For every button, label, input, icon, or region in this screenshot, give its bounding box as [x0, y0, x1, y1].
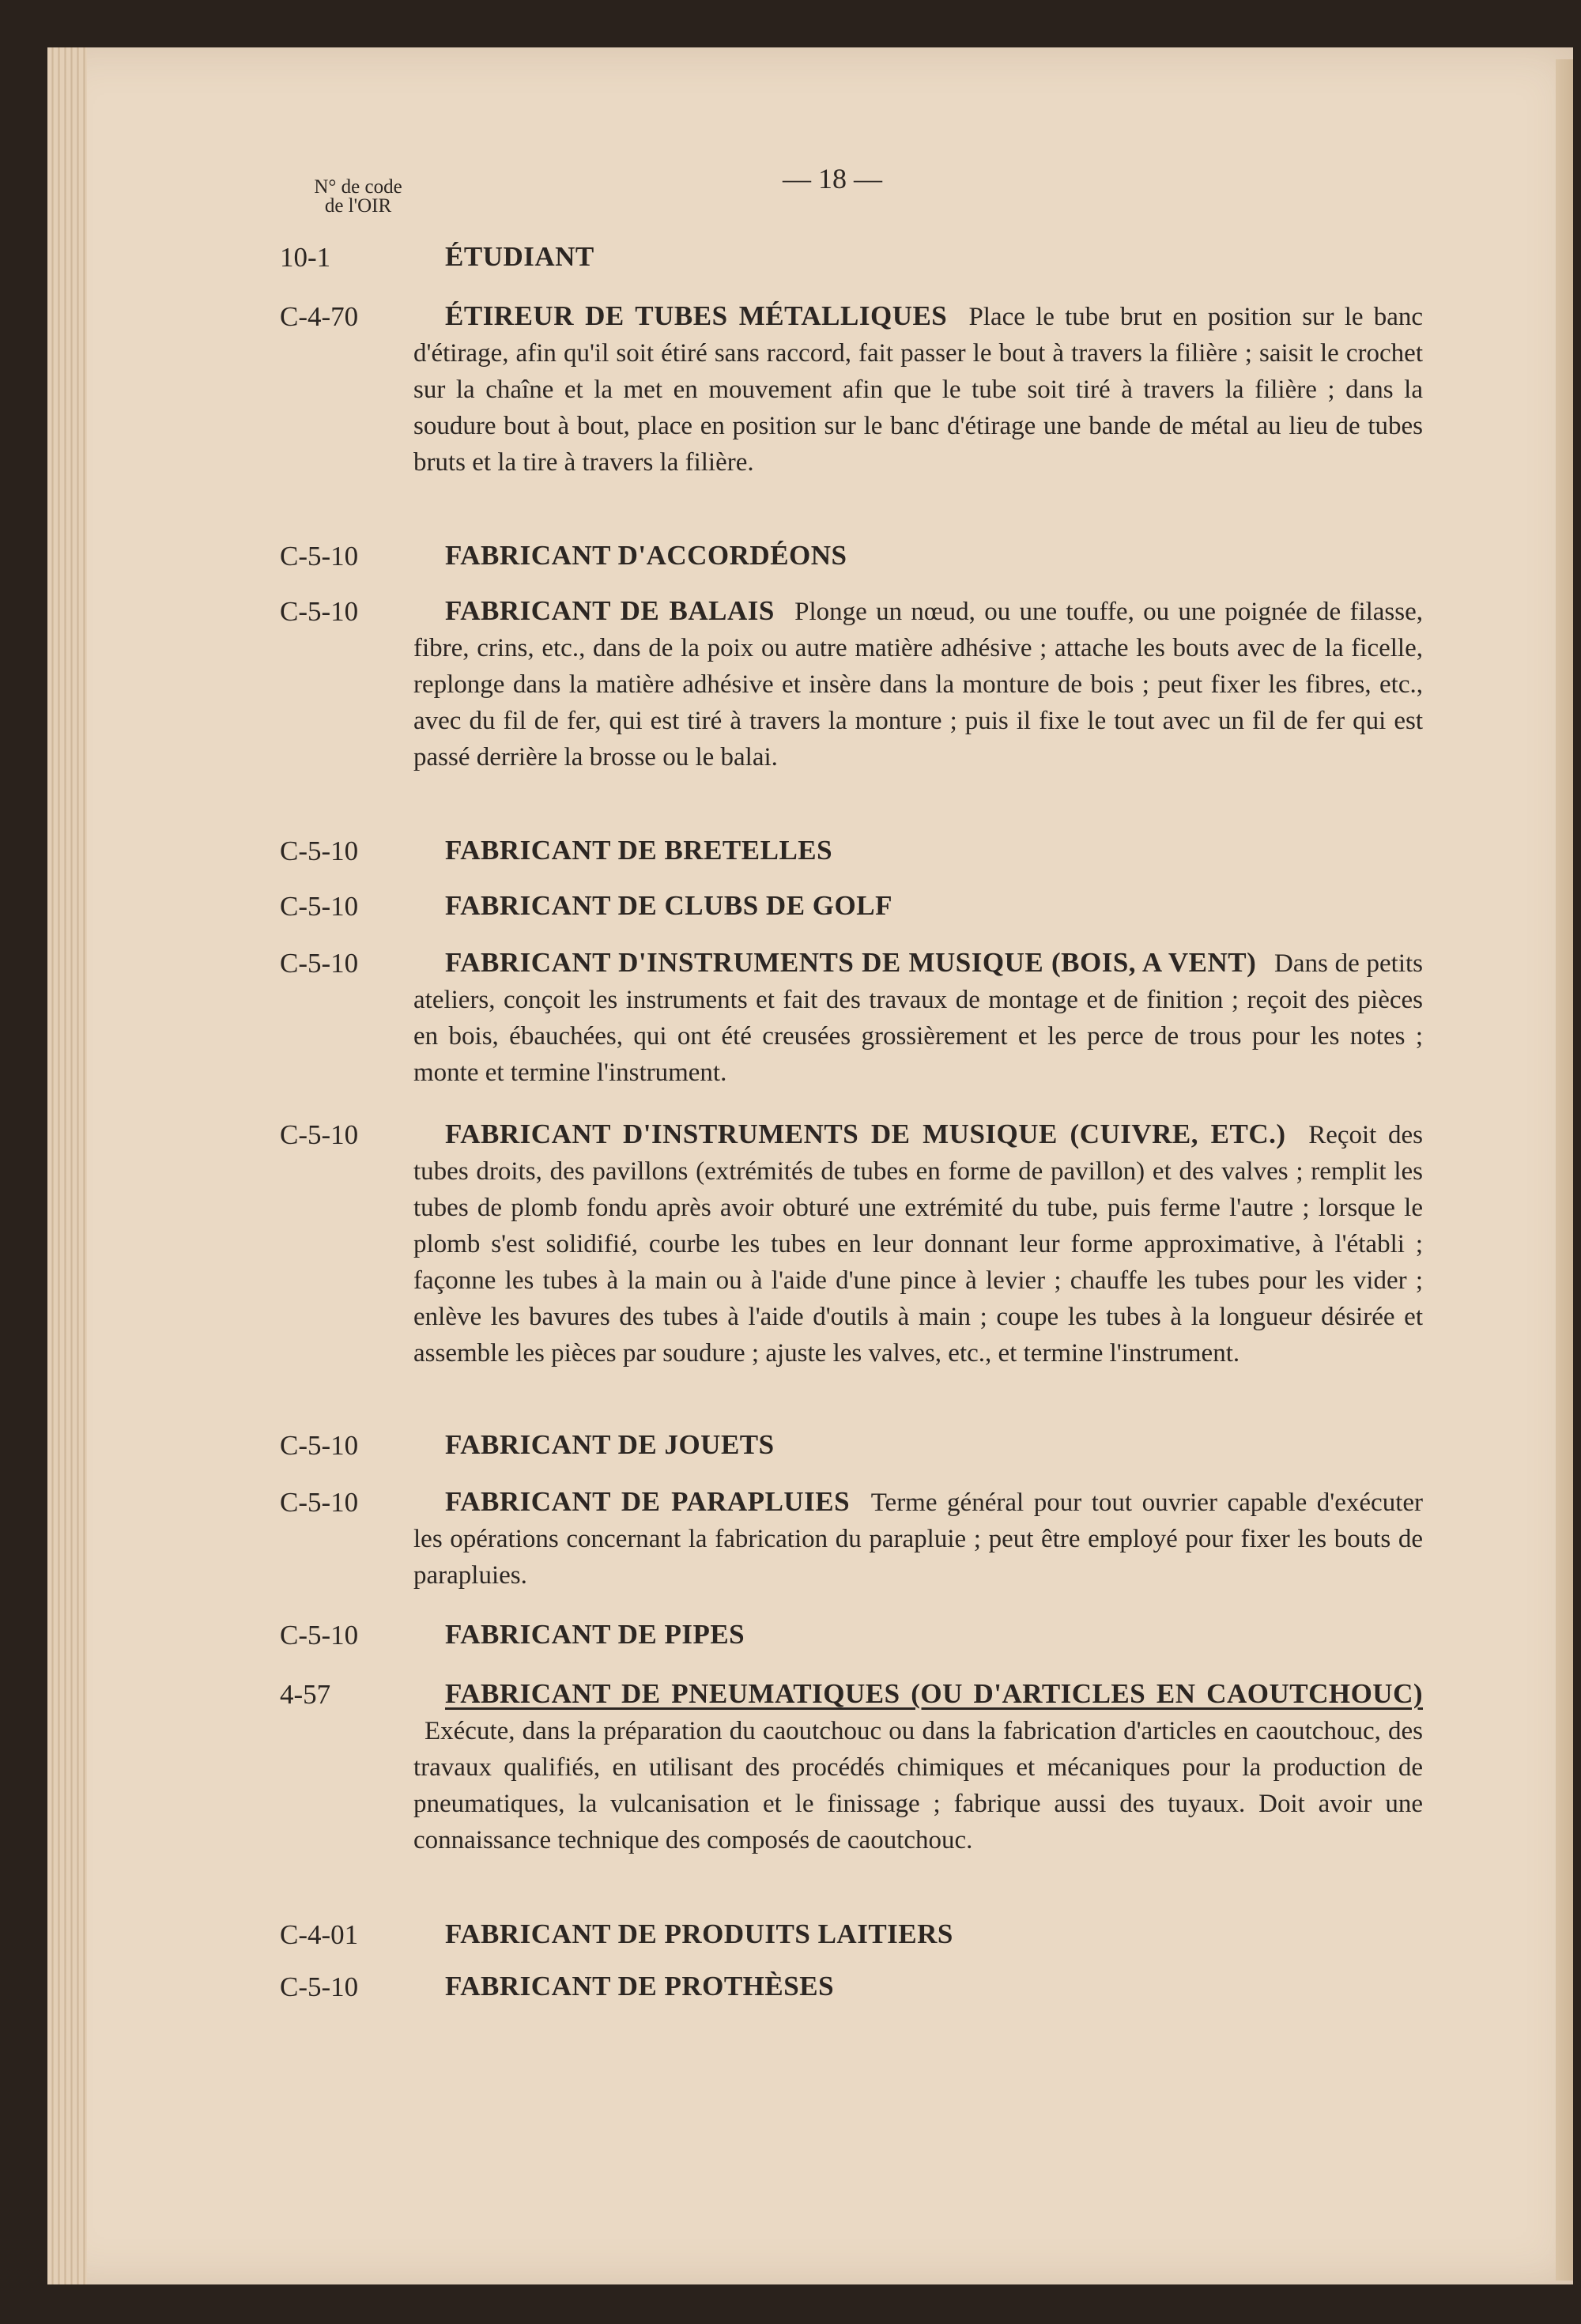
entry-title: FABRICANT D'INSTRUMENTS DE MUSIQUE (CUIVRE, ETC.)	[445, 1119, 1286, 1149]
entry-description: Plonge un nœud, ou une touffe, ou une poignée de filasse, fibre, crins, etc., dans de la poix ou autre matière adhésive ; attache les bouts avec de la ficelle, replonge dans la matière adhésive et insère dans la monture de bois ; peut fixer les fibres, etc., avec du fil de fer, qui est tiré à travers la monture ; puis il fixe le tout avec un fil de fer qui est passé derrière la brosse ou le balai.	[413, 598, 1424, 772]
entry-code: C-5-10	[280, 1620, 359, 1651]
entry-content	[413, 1968, 1423, 2005]
entry-title: FABRICANT DE PIPES	[445, 1619, 745, 1650]
entry-code: C-5-10	[280, 541, 359, 572]
code-header-line-2: de l'OIR	[324, 195, 392, 217]
next-page-edge	[1556, 59, 1573, 2281]
entry-code: C-5-10	[280, 1487, 359, 1518]
entry-title: ÉTIREUR DE TUBES MÉTALLIQUES	[445, 300, 948, 331]
entry-code: 4-57	[280, 1679, 331, 1710]
entry-code: 10-1	[280, 242, 331, 273]
entry-title: ÉTUDIANT	[445, 241, 594, 272]
code-column-header	[287, 178, 429, 216]
entry-content	[413, 538, 1423, 575]
entry-code: C-5-10	[280, 1430, 359, 1461]
entry-title: FABRICANT DE PARAPLUIES	[445, 1486, 851, 1517]
page-number: — 18 —	[783, 163, 882, 194]
code-header-line-1: N° de code	[314, 176, 402, 198]
entry-content	[413, 1676, 1423, 1858]
page-stack-edge	[47, 47, 87, 2284]
entry-title: FABRICANT DE BALAIS	[445, 595, 775, 626]
entry-content	[413, 832, 1423, 870]
entry-code: C-5-10	[280, 891, 359, 922]
entry-title: FABRICANT DE PROTHÈSES	[445, 1971, 835, 2001]
entry-content	[413, 1116, 1423, 1371]
entry-content	[413, 298, 1423, 481]
entry-description: Exécute, dans la préparation du caoutchouc ou dans la fabrication d'articles en caoutchouc, des travaux qualifiés, en utilisant des procédés chimiques et mécaniques pour la production de pneumatiques, la vulcanisation et le finissage ; fabrique aussi des tuyaux. Doit avoir une connaissance technique des composés de caoutchouc.	[413, 1717, 1423, 1854]
entry-content	[413, 1617, 1423, 1654]
entry-description: Terme général pour tout ouvrier capable d'exécuter les opérations concernant la fabrication du parapluie ; peut être employé pour fixer les bouts de parapluies.	[413, 1488, 1424, 1590]
entry-description: Place le tube brut en position sur le banc d'étirage, afin qu'il soit étiré sans raccord, fait passer le bout à travers la filière ; saisit le crochet sur la chaîne et la met en mouvement afin que le tube soit tiré à travers la filière ; dans la soudure bout à bout, place en position sur le banc d'étirage une bande de métal au lieu de tubes bruts et la tire à travers la filière.	[413, 303, 1423, 477]
entry-description: Reçoit des tubes droits, des pavillons (extrémités de tubes en forme de pavillon) et des valves ; remplit les tubes de plomb fondu après avoir obturé une extrémité du tube, puis ferme l'autre ; lorsque le plomb s'est solidifié, courbe les tubes en leur donnant leur forme approximative, à l'établi ; façonne les tubes à la main ou à l'aide d'une pince à levier ; chauffe les tubes pour les vider ; enlève les bavures des tubes à l'aide d'outils à main ; coupe les tubes à la longueur désirée et assemble les pièces par soudure ; ajuste les valves, etc., et termine l'instrument.	[413, 1121, 1423, 1368]
entry-title: FABRICANT DE BRETELLES	[445, 835, 833, 866]
entry-title: FABRICANT DE PRODUITS LAITIERS	[445, 1918, 953, 1949]
entry-content	[413, 593, 1423, 775]
entry-title: FABRICANT D'INSTRUMENTS DE MUSIQUE (BOIS, A VENT)	[445, 947, 1257, 978]
entry-content	[413, 945, 1423, 1091]
entry-code: C-5-10	[280, 1119, 359, 1150]
entry-code: C-4-70	[280, 301, 359, 332]
entry-code: C-5-10	[280, 836, 359, 866]
entry-description: Dans de petits ateliers, conçoit les instruments et fait des travaux de montage et de finition ; reçoit des pièces en bois, ébauchées, qui ont été creusées grossièrement et les perce de trous pour les notes ; monte et termine l'instrument.	[413, 949, 1424, 1087]
entry-content	[413, 888, 1423, 925]
entry-title: FABRICANT DE CLUBS DE GOLF	[445, 890, 892, 921]
entry-content	[413, 239, 1423, 276]
entry-content	[413, 1916, 1423, 1953]
entry-code: C-5-10	[280, 1971, 359, 2002]
entry-title: FABRICANT DE PNEUMATIQUES (OU D'ARTICLES EN CAOUTCHOUC)	[445, 1678, 1423, 1709]
entry-content	[413, 1484, 1423, 1594]
entry-code: C-5-10	[280, 948, 359, 979]
entry-code: C-4-01	[280, 1919, 359, 1950]
entry-title: FABRICANT DE JOUETS	[445, 1429, 775, 1460]
entry-title: FABRICANT D'ACCORDÉONS	[445, 540, 847, 571]
entry-code: C-5-10	[280, 596, 359, 627]
entry-content	[413, 1427, 1423, 1464]
